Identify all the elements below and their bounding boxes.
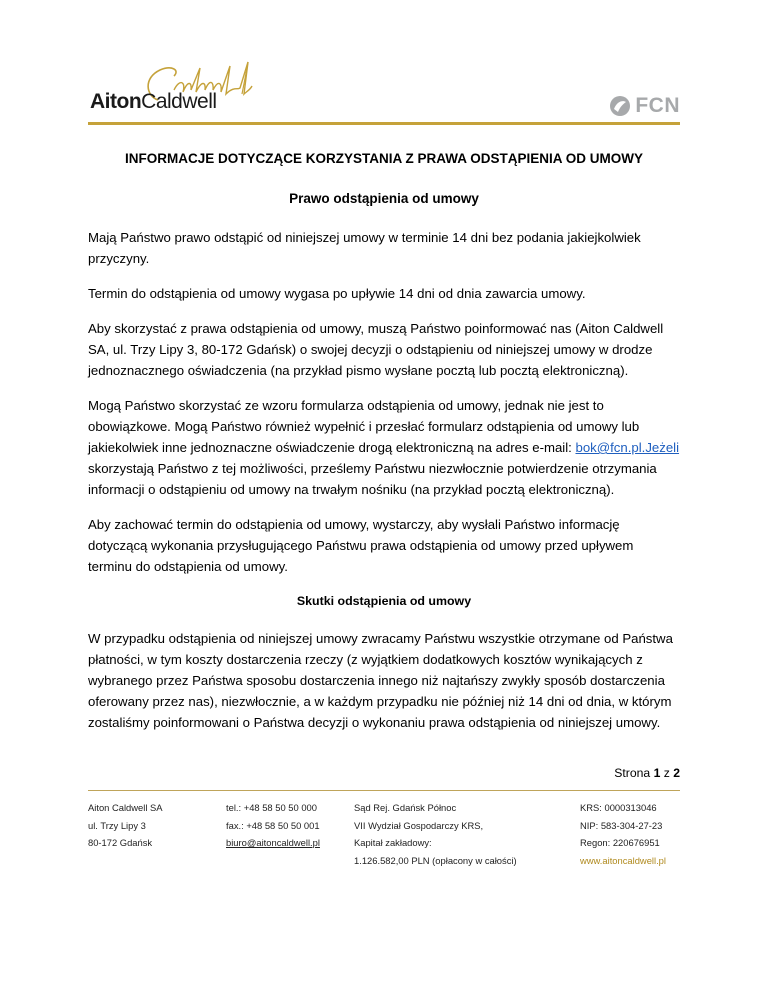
- footer-regon: Regon: 220676951: [580, 837, 660, 848]
- page-header: [88, 60, 680, 122]
- footer-capital-value: 1.126.582,00 PLN (opłacony w całości): [354, 854, 517, 866]
- footer-company-name: Aiton Caldwell SA: [88, 802, 163, 813]
- footer-company-column: [88, 799, 163, 852]
- paragraph-4: [88, 395, 680, 500]
- paragraph-5: Aby zachować termin do odstąpienia od umowy, wystarczy, aby wysłali Państwo informację dotyczącą wykonania przysługującego Państwu prawa odstąpienia od umowy przed upływem terminu do odstąpienia od umowy.: [88, 517, 634, 574]
- footer-fax: fax.: +48 58 50 50 001: [226, 819, 320, 831]
- footer-ids-column: [580, 799, 666, 869]
- paragraph-4-text-a: Mogą Państwo skorzystać ze wzoru formularza odstąpienia od umowy, jednak nie jest to obowiązkowe. Mogą Państwo również wypełnić i przesłać formularz odstąpienia od umowy lub jakiekolwiek inne jednoznaczne oświadczenie drogą elektroniczną na adres e-mail:: [88, 398, 640, 455]
- footer-division: VII Wydział Gospodarczy KRS,: [354, 819, 484, 831]
- paragraph-6: W przypadku odstąpienia od niniejszej umowy zwracamy Państwu wszystkie otrzymane od Państwa płatności, w tym koszty dostarczenia rzeczy (z wyjątkiem dodatkowych kosztów wynikających z wybranego przez Państwa sposobu dostarczenia innego niż najtańszy zwykły sposób dostarczenia oferowany przez nas), niezwłocznie, a w każdym przypadku nie później niż 14 dni od dnia, w którym zostaliśmy poinformowani o Państwa decyzji o wykonaniu prawa odstąpienia od niniejszej umowy.: [88, 631, 673, 730]
- footer-street: ul. Trzy Lipy 3: [88, 819, 146, 831]
- paragraph-3: Aby skorzystać z prawa odstąpienia od umowy, muszą Państwo poinformować nas (Aiton Caldwell SA, ul. Trzy Lipy 3, 80-172 Gdańsk) o swojej decyzji o odstąpieniu od niniejszej umowy w drodze jednoznacznego oświadczenia (na przykład pismo wysłane pocztą lub pocztą elektroniczną).: [88, 321, 664, 378]
- page-number: [614, 766, 680, 780]
- fcn-leaf-icon: [609, 95, 631, 117]
- paragraph-1: Mają Państwo prawo odstąpić od niniejszej umowy w terminie 14 dni bez podania jakiejkolwiek przyczyny.: [88, 230, 641, 266]
- email-link[interactable]: bok@fcn.pl.Jeżeli: [575, 440, 680, 455]
- logo-primary: Aiton: [90, 90, 142, 113]
- document-body: [88, 148, 680, 747]
- logo-wordmark: [90, 90, 217, 114]
- footer-krs: KRS: 0000313046: [580, 802, 657, 813]
- page-sep: z: [663, 766, 670, 780]
- footer-court: Sąd Rej. Gdańsk Północ: [354, 802, 457, 813]
- footer-phone: tel.: +48 58 50 50 000: [226, 802, 317, 813]
- logo-secondary: Caldwell: [141, 90, 217, 113]
- page-total: 2: [673, 766, 680, 780]
- footer-capital-label: Kapitał zakładowy:: [354, 837, 432, 848]
- footer-divider: [88, 790, 680, 791]
- footer-email-link[interactable]: biuro@aitoncaldwell.pl: [226, 837, 320, 848]
- footer-website-link[interactable]: www.aitoncaldwell.pl: [580, 854, 666, 866]
- aiton-caldwell-logo: [88, 60, 288, 122]
- footer-registry-column: [354, 799, 517, 869]
- header-divider: [88, 122, 680, 125]
- fcn-wordmark: FCN: [635, 94, 680, 117]
- document-title: INFORMACJE DOTYCZĄCE KORZYSTANIA Z PRAWA ODSTĄPIENIA OD UMOWY: [124, 151, 643, 166]
- page-label: Strona: [614, 766, 651, 780]
- footer-city: 80-172 Gdańsk: [88, 837, 153, 848]
- paragraph-4-text-b: skorzystają Państwo z tej możliwości, prześlemy Państwu niezwłocznie potwierdzenie otrzymania informacji o odstąpieniu od umowy na trwałym nośniku (na przykład pocztą elektroniczną).: [88, 461, 657, 497]
- fcn-logo: [609, 94, 680, 118]
- footer-contact-column: [226, 799, 320, 852]
- section-title-right-of-withdrawal: Prawo odstąpienia od umowy: [289, 191, 479, 206]
- section-title-effects: Skutki odstąpienia od umowy: [296, 594, 472, 608]
- page-current: 1: [653, 766, 661, 780]
- paragraph-2: Termin do odstąpienia od umowy wygasa po upływie 14 dni od dnia zawarcia umowy.: [88, 286, 586, 301]
- footer-nip: NIP: 583-304-27-23: [580, 819, 663, 831]
